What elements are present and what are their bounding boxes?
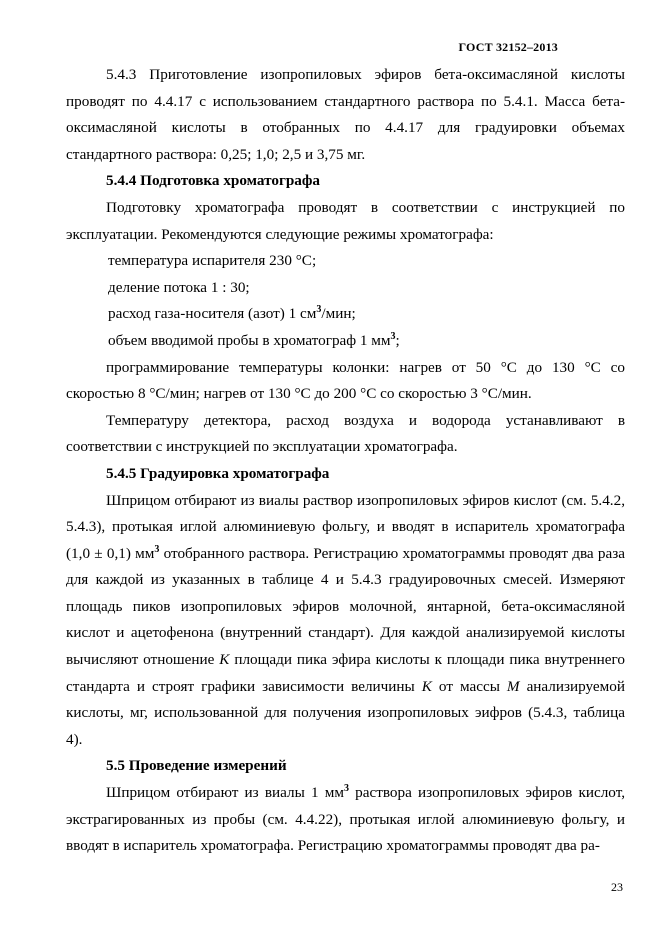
measurements-text-2: раствора изопропиловых эфиров кислот, экстрагированных из пробы (см. 4.4.22), протыкая иглой алюминиевую фольгу, и вводят в испаритель хроматографа. Регистрацию хроматограммы проводят два ра- [66,784,625,855]
superscript: 3 [154,543,160,555]
carrier-gas-text: расход газа-носителя (азот) 1 см [108,305,317,323]
heading-5-4-5: 5.4.5 Градуировка хроматографа [106,464,330,482]
measurements-text-1: Шприцом отбирают из виалы 1 мм [106,784,344,802]
superscript: 3 [316,304,322,316]
paragraph-chromatograph-intro: Подготовку хроматографа проводят в соответствии с инструкцией по эксплуатации. Рекомендуются следующие режимы хроматографа: [66,198,625,243]
paragraph-detector-settings: Температуру детектора, расход воздуха и водорода устанавливают в соответствии с инструкцией по эксплуатации хроматографа. [66,411,625,456]
paragraph-measurements [66,780,625,860]
document-header: ГОСТ 32152–2013 [458,40,558,54]
variable-m: M [506,677,520,695]
page-number: 23 [611,880,623,894]
superscript: 3 [390,330,396,342]
document-body [66,62,625,860]
line-evaporator-temperature: температура испарителя 230 °С; [108,252,317,270]
carrier-gas-unit: /мин; [321,305,356,323]
variable-k: K [219,651,230,669]
sample-volume-end: ; [395,331,400,349]
calibration-text-2: отобранного раствора. Регистрацию хроматограммы проводят два раза для каждой из указанных в таблице 4 и 5.4.3 градуировочных смесей. Измеряют площадь пиков изопропиловых эфиров молочной, янтарной, бета-оксимасляной кислот и ацетофенона (внутренний стандарт). Для каждой анализируемой кислоты вычисляют отношение [66,544,625,669]
superscript: 3 [343,783,349,795]
variable-k: K [421,677,432,695]
paragraph-temperature-program: программирование температуры колонки: нагрев от 50 °С до 130 °С со скоростью 8 °С/мин; нагрев от 130 °С до 200 °С со скоростью 3 °С/мин. [66,358,625,403]
calibration-text-1: Шприцом отбирают из виалы раствор изопропиловых эфиров кислот (см. 5.4.2, 5.4.3), протыкая иглой алюминиевую фольгу, и вводят в испаритель хроматографа (1,0 ± 0,1) мм [66,491,625,562]
line-carrier-gas-flow [66,301,625,328]
calibration-text-4: от массы [431,677,507,695]
heading-5-4-4: 5.4.4 Подготовка хроматографа [106,172,321,190]
line-sample-volume [66,328,625,355]
sample-volume-text: объем вводимой пробы в хроматограф 1 мм [108,331,391,349]
paragraph-calibration [66,488,625,754]
heading-5-5: 5.5 Проведение измерений [106,757,287,775]
calibration-text-3: площади пика эфира кислоты к площади пика внутреннего стандарта и строят графики зависимости величины [66,651,625,695]
paragraph-5-4-3: 5.4.3 Приготовление изопропиловых эфиров бета-оксимасляной кислоты проводят по 4.4.17 с использованием стандартного раствора по 5.4.1. Масса бета-оксимасляной кислоты в отобранных по 4.4.17 для градуировки объемах стандартного раствора: 0,25; 1,0; 2,5 и 3,75 мг. [66,66,625,163]
line-flow-split: деление потока 1 : 30; [108,278,250,296]
calibration-text-5: анализируемой кислоты, мг, использованной для получения изопропиловых эифров (5.4.3, таблица 4). [66,677,626,748]
